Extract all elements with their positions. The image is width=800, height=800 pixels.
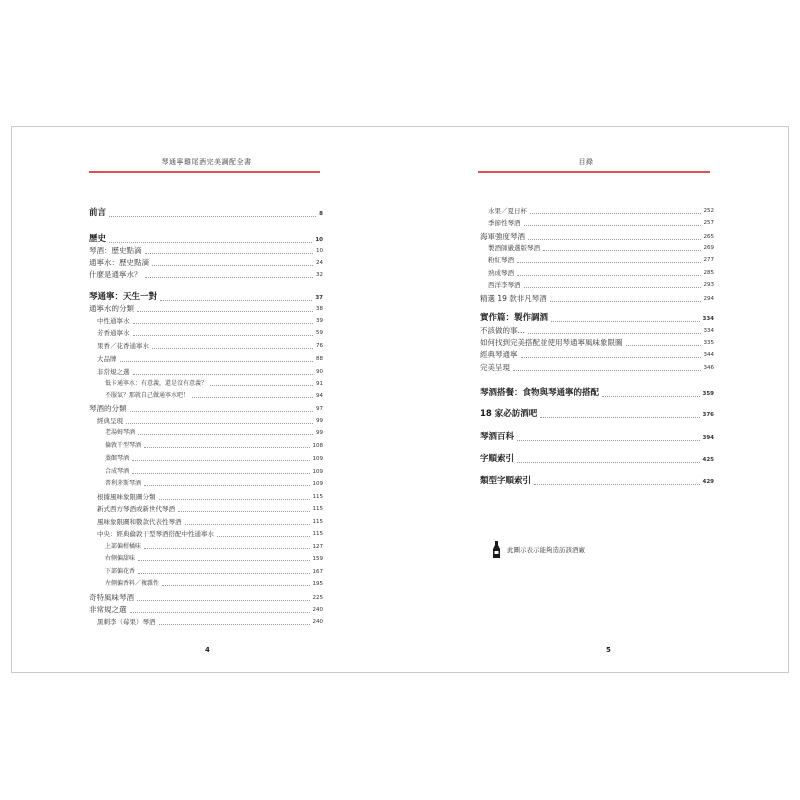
toc-right xyxy=(401,127,790,672)
toc-entry-title: 18 家必訪酒吧 xyxy=(480,409,538,419)
toc-entry-page: 429 xyxy=(702,479,714,485)
toc-entry-title: 通寧水的分類 xyxy=(89,304,134,313)
toc-entry-page: 32 xyxy=(316,272,323,278)
dot-leader xyxy=(152,348,313,349)
toc-entry xyxy=(480,389,714,398)
dot-leader xyxy=(159,624,310,625)
dot-leader xyxy=(130,612,310,613)
toc-entry-title: 如何找到完美搭配並使用琴通寧風味象限圖 xyxy=(480,338,623,347)
toc-entry xyxy=(97,531,323,538)
toc-entry-title: 類型字順索引 xyxy=(480,476,532,486)
toc-entry-page: 159 xyxy=(312,555,323,562)
toc-entry xyxy=(97,418,323,425)
toc-entry xyxy=(105,481,323,487)
dot-leader xyxy=(132,473,309,474)
toc-entry-title: 合成琴酒 xyxy=(105,468,130,475)
toc-entry xyxy=(105,569,323,575)
dot-leader xyxy=(178,511,310,512)
toc-entry-title: 芳香通寧水 xyxy=(97,329,130,337)
dot-leader xyxy=(130,411,314,412)
toc-entry-page: 109 xyxy=(312,480,323,487)
toc-entry xyxy=(480,364,714,372)
toc-entry-page: 359 xyxy=(702,391,714,397)
toc-entry-title: 蒸餾琴酒 xyxy=(105,455,130,462)
toc-entry-title: 西洋李琴酒 xyxy=(488,281,521,289)
toc-entry-page: 277 xyxy=(703,257,714,263)
toc-entry-page: 10 xyxy=(316,248,323,254)
toc-entry-title: 熟成琴酒 xyxy=(488,269,514,277)
toc-entry-page: 39 xyxy=(316,318,323,324)
toc-entry xyxy=(105,456,323,462)
toc-entry xyxy=(97,369,323,376)
toc-entry-title: 不該做的事… xyxy=(480,326,525,335)
dot-leader xyxy=(540,417,699,418)
toc-entry xyxy=(89,594,323,602)
toc-entry-page: 127 xyxy=(312,543,323,550)
toc-entry-title: 前言 xyxy=(89,208,107,218)
toc-entry-page: 10 xyxy=(315,237,323,243)
toc-entry xyxy=(480,339,714,347)
toc-entry-title: 粉紅琴酒 xyxy=(488,256,514,264)
toc-entry xyxy=(89,271,323,279)
dot-leader xyxy=(543,250,701,251)
toc-entry-title: 完美呈現 xyxy=(480,363,510,372)
toc-entry xyxy=(89,235,323,244)
toc-entry xyxy=(105,393,323,399)
toc-entry-title: 製酒師嚴選版琴酒 xyxy=(488,244,540,252)
toc-entry xyxy=(480,351,714,359)
toc-entry-title: 下部偏花香 xyxy=(105,568,136,575)
toc-entry-page: 252 xyxy=(703,208,714,214)
toc-entry-page: 108 xyxy=(312,442,323,449)
toc-entry xyxy=(105,544,323,550)
toc-entry-title: 左側偏香料／複雜性 xyxy=(105,580,160,587)
dot-leader xyxy=(521,357,701,358)
dot-leader xyxy=(602,396,700,397)
toc-entry-title: 倫敦干型琴酒 xyxy=(105,442,142,449)
toc-entry-title: 低卡通寧水：有意義，還是沒有意義？ xyxy=(105,380,208,387)
toc-entry-page: 394 xyxy=(702,435,714,441)
page-number-right: 5 xyxy=(606,646,611,654)
toc-entry-title: 黑刺李（莓果）琴酒 xyxy=(97,618,156,626)
toc-entry xyxy=(89,293,323,302)
toc-entry xyxy=(480,314,714,323)
toc-entry-title: 非常規之選 xyxy=(97,368,130,376)
dot-leader xyxy=(550,301,701,302)
toc-entry-page: 344 xyxy=(703,352,714,358)
dot-leader xyxy=(133,323,314,324)
gin-bottle-icon xyxy=(492,541,501,558)
toc-entry xyxy=(89,247,323,255)
toc-entry-title: 琴酒百科 xyxy=(480,432,515,442)
toc-entry xyxy=(97,330,323,337)
toc-entry xyxy=(97,619,323,626)
toc-entry-page: 8 xyxy=(319,211,323,217)
toc-entry xyxy=(89,305,323,313)
toc-entry xyxy=(89,209,323,218)
toc-entry xyxy=(488,245,714,252)
running-head-left: 琴通寧雞尾酒完美調配全書 xyxy=(161,158,252,166)
toc-entry xyxy=(89,405,323,413)
dot-leader xyxy=(145,253,314,254)
toc-entry-title: 通寧水：歷史點滴 xyxy=(89,258,149,267)
toc-entry-page: 97 xyxy=(316,406,323,412)
dot-leader xyxy=(551,321,700,322)
dot-leader xyxy=(517,262,701,263)
right-page xyxy=(401,127,790,672)
toc-entry xyxy=(480,455,714,464)
toc-entry-title: 琴通寧：天生一對 xyxy=(89,292,158,302)
dot-leader xyxy=(524,225,701,226)
toc-entry-page: 115 xyxy=(312,519,323,525)
dot-leader xyxy=(517,440,700,441)
toc-entry-page: 90 xyxy=(316,369,323,375)
toc-entry-title: 右側偏甜味 xyxy=(105,555,136,562)
dot-leader xyxy=(160,300,312,301)
dot-leader xyxy=(144,485,309,486)
toc-entry-page: 115 xyxy=(312,494,323,500)
toc-entry-page: 109 xyxy=(312,455,323,462)
toc-entry-title: 奇特風味琴酒 xyxy=(89,593,134,602)
dot-leader xyxy=(145,277,314,278)
toc-entry-title: 上部偏柑橘味 xyxy=(105,543,142,550)
toc-entry-page: 225 xyxy=(312,595,323,601)
toc-entry-title: 字順索引 xyxy=(480,454,515,464)
dot-leader xyxy=(109,216,316,217)
toc-entry-page: 99 xyxy=(316,429,323,436)
toc-entry-page: 59 xyxy=(316,330,323,336)
dot-leader xyxy=(517,462,700,463)
left-page xyxy=(12,127,401,672)
toc-entry-page: 38 xyxy=(316,306,323,312)
toc-entry-page: 88 xyxy=(316,356,323,362)
toc-entry-title: 實作篇：製作調酒 xyxy=(480,313,549,323)
dot-leader xyxy=(120,361,314,362)
toc-entry-page: 294 xyxy=(703,296,714,302)
dot-leader xyxy=(109,242,312,243)
toc-entry xyxy=(89,259,323,267)
toc-entry xyxy=(105,381,323,387)
toc-entry-title: 水果／夏日杯 xyxy=(488,207,527,215)
toc-entry-page: 425 xyxy=(702,457,714,463)
toc-entry-title: 普利茅斯琴酒 xyxy=(105,480,142,487)
dot-leader xyxy=(144,548,309,549)
toc-entry xyxy=(488,257,714,264)
distillery-note xyxy=(492,541,585,558)
toc-entry-page: 285 xyxy=(703,270,714,276)
toc-entry-page: 335 xyxy=(703,340,714,346)
toc-entry xyxy=(480,477,714,486)
dot-leader xyxy=(524,287,701,288)
toc-entry-page: 334 xyxy=(702,316,714,322)
page-number-left: 4 xyxy=(205,646,210,654)
toc-entry-page: 240 xyxy=(312,619,323,625)
dot-leader xyxy=(192,397,313,398)
toc-entry xyxy=(97,519,323,526)
toc-entry-page: 376 xyxy=(702,412,714,418)
toc-entry-title: 風味象限圖和數款代表性琴酒 xyxy=(97,518,182,526)
toc-entry-title: 老湯姆琴酒 xyxy=(105,429,136,436)
toc-entry-page: 91 xyxy=(316,380,323,387)
toc-entry xyxy=(488,270,714,277)
toc-entry xyxy=(97,318,323,325)
toc-entry-page: 334 xyxy=(703,328,714,334)
toc-entry xyxy=(89,606,323,614)
dot-leader xyxy=(528,239,701,240)
toc-entry xyxy=(97,356,323,363)
toc-entry-title: 大品牌 xyxy=(97,355,117,363)
toc-entry xyxy=(480,410,714,419)
dot-leader xyxy=(159,499,310,500)
toc-entry-title: 新式西方琴酒或新世代琴酒 xyxy=(97,505,175,513)
toc-entry-page: 94 xyxy=(316,392,323,399)
dot-leader xyxy=(137,600,310,601)
toc-entry-title: 中性通寧水 xyxy=(97,317,130,325)
toc-entry-title: 不服氣？那就自己做通寧水吧！ xyxy=(105,392,190,399)
toc-entry-page: 240 xyxy=(312,607,323,613)
dot-leader xyxy=(530,213,701,214)
dot-leader xyxy=(132,460,309,461)
toc-entry-title: 中央：經典倫敦干型琴酒搭配中性通寧水 xyxy=(97,530,214,538)
dot-leader xyxy=(138,434,313,435)
toc-entry-page: 167 xyxy=(312,568,323,575)
toc-entry-page: 346 xyxy=(703,365,714,371)
toc-entry xyxy=(97,494,323,501)
dot-leader xyxy=(133,335,314,336)
toc-entry-title: 琴酒搭餐：食物與琴通寧的搭配 xyxy=(480,388,600,398)
dot-leader xyxy=(534,484,700,485)
toc-entry-title: 經典呈現 xyxy=(97,417,123,425)
dot-leader xyxy=(185,524,310,525)
toc-entry xyxy=(105,443,323,449)
toc-entry-title: 根據風味象限圖分類 xyxy=(97,493,156,501)
running-head-right: 目錄 xyxy=(578,158,594,166)
toc-entry-page: 37 xyxy=(315,295,323,301)
toc-entry-page: 115 xyxy=(312,506,323,512)
toc-entry-page: 269 xyxy=(703,245,714,251)
dot-leader xyxy=(152,265,313,266)
dot-leader xyxy=(137,311,313,312)
dot-leader xyxy=(626,345,701,346)
toc-entry xyxy=(105,556,323,562)
toc-entry xyxy=(480,233,714,241)
dot-leader xyxy=(162,585,309,586)
toc-entry xyxy=(488,208,714,215)
dot-leader xyxy=(133,374,314,375)
toc-entry-title: 琴酒的分類 xyxy=(89,404,127,413)
toc-entry xyxy=(480,327,714,335)
dot-leader xyxy=(513,370,701,371)
toc-entry xyxy=(488,282,714,289)
toc-entry xyxy=(480,433,714,442)
toc-entry xyxy=(105,469,323,475)
toc-entry-page: 195 xyxy=(312,580,323,587)
dot-leader xyxy=(138,573,309,574)
toc-entry xyxy=(97,506,323,513)
toc-entry-title: 非常規之選 xyxy=(89,605,127,614)
toc-entry-title: 果香／花香通寧水 xyxy=(97,342,149,350)
book-spread xyxy=(11,126,789,673)
toc-left xyxy=(12,127,401,672)
toc-entry xyxy=(105,581,323,587)
toc-entry-page: 257 xyxy=(703,220,714,226)
toc-entry-title: 精選 19 款非凡琴酒 xyxy=(480,294,547,303)
toc-entry-page: 115 xyxy=(312,531,323,537)
toc-entry-page: 265 xyxy=(703,234,714,240)
dot-leader xyxy=(126,423,313,424)
distillery-note-text: 此圖示表示能夠造訪該酒廠 xyxy=(507,546,585,554)
toc-entry-title: 海軍強度琴酒 xyxy=(480,232,525,241)
dot-leader xyxy=(217,536,310,537)
toc-entry-title: 經典琴通寧 xyxy=(480,350,518,359)
toc-entry xyxy=(480,295,714,303)
dot-leader xyxy=(528,333,701,334)
dot-leader xyxy=(138,560,309,561)
toc-entry xyxy=(97,343,323,350)
toc-entry-page: 99 xyxy=(316,418,323,424)
dot-leader xyxy=(210,385,313,386)
dot-leader xyxy=(144,447,309,448)
toc-entry-title: 季節性琴酒 xyxy=(488,219,521,227)
toc-entry-page: 293 xyxy=(703,282,714,288)
toc-entry xyxy=(105,430,323,436)
toc-entry xyxy=(488,220,714,227)
toc-entry-page: 109 xyxy=(312,468,323,475)
toc-entry-page: 76 xyxy=(316,343,323,349)
dot-leader xyxy=(517,275,701,276)
toc-entry-page: 24 xyxy=(316,260,323,266)
toc-entry-title: 琴酒：歷史點滴 xyxy=(89,246,142,255)
toc-entry-title: 什麼是通寧水？ xyxy=(89,270,142,279)
toc-entry-title: 歷史 xyxy=(89,234,107,244)
